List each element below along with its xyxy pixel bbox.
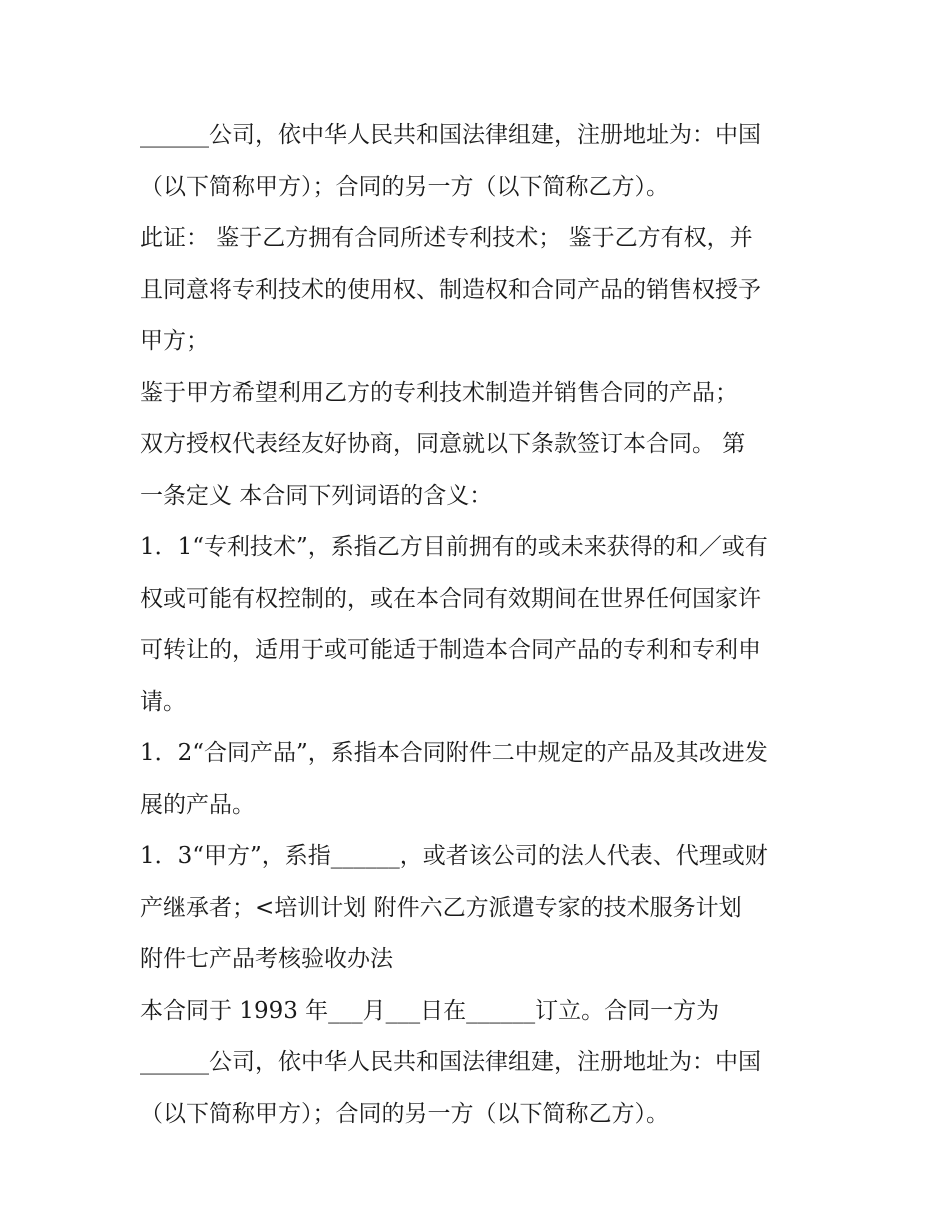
text-line: 附件七产品考核验收办法 — [140, 946, 393, 972]
text-line: 且同意将专利技术的使用权、制造权和合同产品的销售权授予 — [140, 276, 761, 303]
contract-body — [140, 110, 820, 1140]
text-line: 可转让的，适用于或可能适于制造本合同产品的专利和专利申 — [140, 637, 761, 663]
text-line: 双方授权代表经友好协商，同意就以下条款签订本合同。 第 — [140, 431, 746, 457]
text-line: （以下简称甲方）；合同的另一方（以下简称乙方）。 — [140, 1100, 669, 1127]
text-line: 此证： 鉴于乙方拥有合同所述专利技术； 鉴于乙方有权，并 — [140, 225, 753, 251]
text-line: （以下简称甲方）；合同的另一方（以下简称乙方）。 — [140, 173, 669, 200]
text-line: 1．2“合同产品”，系指本合同附件二中规定的产品及其改进发 — [140, 740, 768, 766]
text-line: 1．3“甲方”，系指______，或者该公司的法人代表、代理或财 — [140, 843, 768, 869]
text-line: 权或可能有权控制的，或在本合同有效期间在世界任何国家许 — [140, 585, 761, 612]
text-line: 本合同于 1993 年___月___日在______订立。合同一方为 — [140, 997, 720, 1024]
text-line: 展的产品。 — [140, 791, 255, 818]
text-line: ______公司，依中华人民共和国法律组建，注册地址为：中国 — [140, 122, 761, 148]
text-line: 产继承者；<培训计划 附件六乙方派遣专家的技术服务计划 — [140, 894, 742, 921]
text-line: 甲方； — [140, 328, 209, 354]
text-line: 请。 — [140, 688, 186, 715]
text-line: 一条定义 本合同下列词语的含义： — [140, 482, 493, 509]
text-line: 1．1“专利技术”，系指乙方目前拥有的或未来获得的和／或有 — [140, 534, 768, 560]
text-line: ______公司，依中华人民共和国法律组建，注册地址为：中国 — [140, 1049, 761, 1075]
text-line: 鉴于甲方希望利用乙方的专利技术制造并销售合同的产品； — [140, 379, 738, 406]
